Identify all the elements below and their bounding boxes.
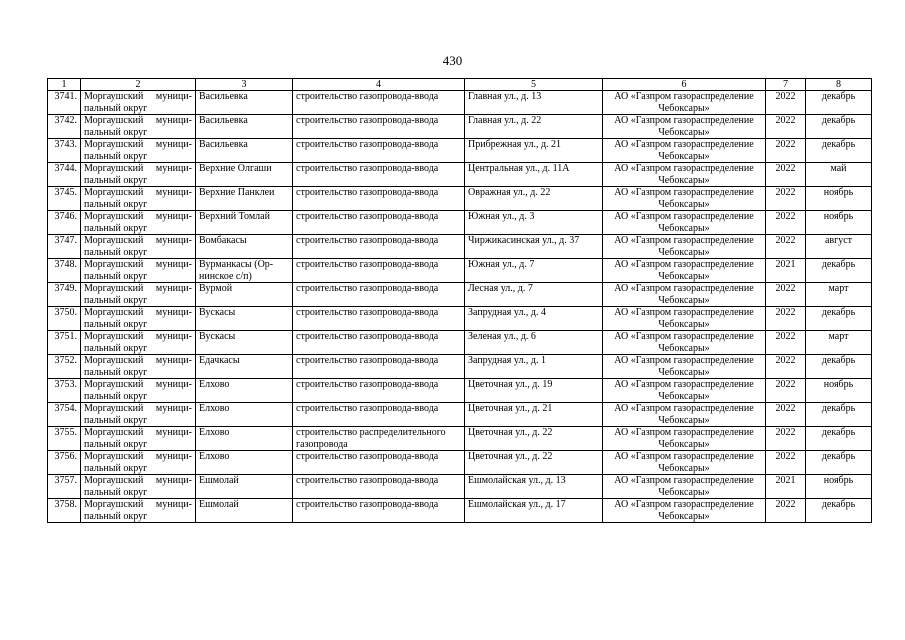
organization-cell: АО «Газпром газораспределение Чебоксары» bbox=[603, 235, 766, 259]
row-number: 3741. bbox=[48, 91, 81, 115]
year-cell: 2021 bbox=[766, 259, 806, 283]
column-number-row bbox=[48, 79, 872, 91]
year-cell: 2021 bbox=[766, 475, 806, 499]
row-number: 3743. bbox=[48, 139, 81, 163]
year-cell: 2022 bbox=[766, 379, 806, 403]
column-number: 2 bbox=[81, 79, 196, 91]
work-type-cell: строительство газопровода-ввода bbox=[293, 355, 465, 379]
year-cell: 2022 bbox=[766, 163, 806, 187]
month-cell: декабрь bbox=[806, 91, 872, 115]
table-row bbox=[48, 163, 872, 187]
settlement-cell: Елхово bbox=[196, 403, 293, 427]
row-number: 3744. bbox=[48, 163, 81, 187]
work-type-cell: строительство газопровода-ввода bbox=[293, 115, 465, 139]
district-cell: Моргаушский муници-пальный округ bbox=[81, 211, 196, 235]
row-number: 3742. bbox=[48, 115, 81, 139]
address-cell: Запрудная ул., д. 1 bbox=[465, 355, 603, 379]
settlement-cell: Елхово bbox=[196, 451, 293, 475]
year-cell: 2022 bbox=[766, 283, 806, 307]
settlement-cell: Елхово bbox=[196, 379, 293, 403]
row-number: 3747. bbox=[48, 235, 81, 259]
column-number: 5 bbox=[465, 79, 603, 91]
table-row bbox=[48, 331, 872, 355]
organization-cell: АО «Газпром газораспределение Чебоксары» bbox=[603, 115, 766, 139]
column-number: 1 bbox=[48, 79, 81, 91]
district-cell: Моргаушский муници-пальный округ bbox=[81, 379, 196, 403]
district-cell: Моргаушский муници-пальный округ bbox=[81, 451, 196, 475]
month-cell: декабрь bbox=[806, 427, 872, 451]
address-cell: Цветочная ул., д. 22 bbox=[465, 451, 603, 475]
address-cell: Чиржикасинская ул., д. 37 bbox=[465, 235, 603, 259]
row-number: 3749. bbox=[48, 283, 81, 307]
settlement-cell: Верхние Олгаши bbox=[196, 163, 293, 187]
organization-cell: АО «Газпром газораспределение Чебоксары» bbox=[603, 379, 766, 403]
address-cell: Главная ул., д. 13 bbox=[465, 91, 603, 115]
work-type-cell: строительство газопровода-ввода bbox=[293, 91, 465, 115]
month-cell: ноябрь bbox=[806, 379, 872, 403]
row-number: 3752. bbox=[48, 355, 81, 379]
column-number: 7 bbox=[766, 79, 806, 91]
work-type-cell: строительство газопровода-ввода bbox=[293, 139, 465, 163]
work-type-cell: строительство газопровода-ввода bbox=[293, 259, 465, 283]
address-cell: Южная ул., д. 3 bbox=[465, 211, 603, 235]
organization-cell: АО «Газпром газораспределение Чебоксары» bbox=[603, 307, 766, 331]
organization-cell: АО «Газпром газораспределение Чебоксары» bbox=[603, 259, 766, 283]
month-cell: декабрь bbox=[806, 115, 872, 139]
district-cell: Моргаушский муници-пальный округ bbox=[81, 499, 196, 523]
year-cell: 2022 bbox=[766, 307, 806, 331]
district-cell: Моргаушский муници-пальный округ bbox=[81, 307, 196, 331]
table-body bbox=[48, 79, 872, 523]
settlement-cell: Вускасы bbox=[196, 331, 293, 355]
settlement-cell: Едачкасы bbox=[196, 355, 293, 379]
row-number: 3753. bbox=[48, 379, 81, 403]
organization-cell: АО «Газпром газораспределение Чебоксары» bbox=[603, 451, 766, 475]
settlement-cell: Вускасы bbox=[196, 307, 293, 331]
district-cell: Моргаушский муници-пальный округ bbox=[81, 187, 196, 211]
work-type-cell: строительство распределительного газопровода bbox=[293, 427, 465, 451]
month-cell: декабрь bbox=[806, 499, 872, 523]
address-cell: Ешмолайская ул., д. 17 bbox=[465, 499, 603, 523]
year-cell: 2022 bbox=[766, 331, 806, 355]
district-cell: Моргаушский муници-пальный округ bbox=[81, 355, 196, 379]
address-cell: Цветочная ул., д. 19 bbox=[465, 379, 603, 403]
row-number: 3745. bbox=[48, 187, 81, 211]
district-cell: Моргаушский муници-пальный округ bbox=[81, 139, 196, 163]
address-cell: Прибрежная ул., д. 21 bbox=[465, 139, 603, 163]
organization-cell: АО «Газпром газораспределение Чебоксары» bbox=[603, 211, 766, 235]
address-cell: Главная ул., д. 22 bbox=[465, 115, 603, 139]
settlement-cell: Ешмолай bbox=[196, 499, 293, 523]
year-cell: 2022 bbox=[766, 355, 806, 379]
month-cell: декабрь bbox=[806, 259, 872, 283]
organization-cell: АО «Газпром газораспределение Чебоксары» bbox=[603, 331, 766, 355]
column-number: 4 bbox=[293, 79, 465, 91]
district-cell: Моргаушский муници-пальный округ bbox=[81, 427, 196, 451]
settlement-cell: Верхний Томлай bbox=[196, 211, 293, 235]
settlement-cell: Верхние Панклеи bbox=[196, 187, 293, 211]
work-type-cell: строительство газопровода-ввода bbox=[293, 451, 465, 475]
work-type-cell: строительство газопровода-ввода bbox=[293, 283, 465, 307]
organization-cell: АО «Газпром газораспределение Чебоксары» bbox=[603, 163, 766, 187]
organization-cell: АО «Газпром газораспределение Чебоксары» bbox=[603, 355, 766, 379]
table-row bbox=[48, 499, 872, 523]
row-number: 3746. bbox=[48, 211, 81, 235]
address-cell: Зеленая ул., д. 6 bbox=[465, 331, 603, 355]
month-cell: ноябрь bbox=[806, 211, 872, 235]
table-row bbox=[48, 115, 872, 139]
settlement-cell: Васильевка bbox=[196, 91, 293, 115]
table-row bbox=[48, 187, 872, 211]
year-cell: 2022 bbox=[766, 187, 806, 211]
month-cell: ноябрь bbox=[806, 475, 872, 499]
district-cell: Моргаушский муници-пальный округ bbox=[81, 403, 196, 427]
address-cell: Южная ул., д. 7 bbox=[465, 259, 603, 283]
work-type-cell: строительство газопровода-ввода bbox=[293, 379, 465, 403]
month-cell: август bbox=[806, 235, 872, 259]
organization-cell: АО «Газпром газораспределение Чебоксары» bbox=[603, 187, 766, 211]
address-cell: Запрудная ул., д. 4 bbox=[465, 307, 603, 331]
organization-cell: АО «Газпром газораспределение Чебоксары» bbox=[603, 499, 766, 523]
table-row bbox=[48, 235, 872, 259]
row-number: 3758. bbox=[48, 499, 81, 523]
year-cell: 2022 bbox=[766, 451, 806, 475]
year-cell: 2022 bbox=[766, 139, 806, 163]
organization-cell: АО «Газпром газораспределение Чебоксары» bbox=[603, 283, 766, 307]
work-type-cell: строительство газопровода-ввода bbox=[293, 475, 465, 499]
table-row bbox=[48, 211, 872, 235]
table-row bbox=[48, 259, 872, 283]
column-number: 6 bbox=[603, 79, 766, 91]
month-cell: март bbox=[806, 331, 872, 355]
work-type-cell: строительство газопровода-ввода bbox=[293, 403, 465, 427]
table-row bbox=[48, 283, 872, 307]
table-row bbox=[48, 379, 872, 403]
month-cell: декабрь bbox=[806, 139, 872, 163]
address-cell: Лесная ул., д. 7 bbox=[465, 283, 603, 307]
page-number: 430 bbox=[442, 53, 463, 68]
month-cell: ноябрь bbox=[806, 187, 872, 211]
organization-cell: АО «Газпром газораспределение Чебоксары» bbox=[603, 475, 766, 499]
month-cell: декабрь bbox=[806, 307, 872, 331]
district-cell: Моргаушский муници-пальный округ bbox=[81, 115, 196, 139]
row-number: 3748. bbox=[48, 259, 81, 283]
table-row bbox=[48, 139, 872, 163]
organization-cell: АО «Газпром газораспределение Чебоксары» bbox=[603, 427, 766, 451]
district-cell: Моргаушский муници-пальный округ bbox=[81, 163, 196, 187]
settlement-cell: Васильевка bbox=[196, 139, 293, 163]
work-type-cell: строительство газопровода-ввода bbox=[293, 235, 465, 259]
address-cell: Цветочная ул., д. 22 bbox=[465, 427, 603, 451]
district-cell: Моргаушский муници-пальный округ bbox=[81, 91, 196, 115]
work-type-cell: строительство газопровода-ввода bbox=[293, 187, 465, 211]
year-cell: 2022 bbox=[766, 235, 806, 259]
address-cell: Цветочная ул., д. 21 bbox=[465, 403, 603, 427]
district-cell: Моргаушский муници-пальный округ bbox=[81, 235, 196, 259]
table-row bbox=[48, 475, 872, 499]
table-row bbox=[48, 427, 872, 451]
year-cell: 2022 bbox=[766, 403, 806, 427]
table-row bbox=[48, 91, 872, 115]
work-type-cell: строительство газопровода-ввода bbox=[293, 331, 465, 355]
row-number: 3755. bbox=[48, 427, 81, 451]
month-cell: декабрь bbox=[806, 403, 872, 427]
district-cell: Моргаушский муници-пальный округ bbox=[81, 475, 196, 499]
year-cell: 2022 bbox=[766, 91, 806, 115]
settlement-cell: Вурманкасы (Ор-нинское с/п) bbox=[196, 259, 293, 283]
month-cell: декабрь bbox=[806, 451, 872, 475]
settlement-cell: Вомбакасы bbox=[196, 235, 293, 259]
table-row bbox=[48, 355, 872, 379]
month-cell: декабрь bbox=[806, 355, 872, 379]
address-cell: Ешмолайская ул., д. 13 bbox=[465, 475, 603, 499]
work-type-cell: строительство газопровода-ввода bbox=[293, 163, 465, 187]
settlement-cell: Вурмой bbox=[196, 283, 293, 307]
year-cell: 2022 bbox=[766, 211, 806, 235]
work-type-cell: строительство газопровода-ввода bbox=[293, 499, 465, 523]
district-cell: Моргаушский муници-пальный округ bbox=[81, 283, 196, 307]
table-row bbox=[48, 307, 872, 331]
row-number: 3750. bbox=[48, 307, 81, 331]
gas-pipeline-table bbox=[47, 78, 872, 523]
row-number: 3756. bbox=[48, 451, 81, 475]
year-cell: 2022 bbox=[766, 499, 806, 523]
month-cell: май bbox=[806, 163, 872, 187]
row-number: 3757. bbox=[48, 475, 81, 499]
table-row bbox=[48, 451, 872, 475]
district-cell: Моргаушский муници-пальный округ bbox=[81, 259, 196, 283]
year-cell: 2022 bbox=[766, 427, 806, 451]
work-type-cell: строительство газопровода-ввода bbox=[293, 307, 465, 331]
column-number: 8 bbox=[806, 79, 872, 91]
address-cell: Центральная ул., д. 11А bbox=[465, 163, 603, 187]
organization-cell: АО «Газпром газораспределение Чебоксары» bbox=[603, 139, 766, 163]
column-number: 3 bbox=[196, 79, 293, 91]
address-cell: Овражная ул., д. 22 bbox=[465, 187, 603, 211]
row-number: 3754. bbox=[48, 403, 81, 427]
month-cell: март bbox=[806, 283, 872, 307]
organization-cell: АО «Газпром газораспределение Чебоксары» bbox=[603, 91, 766, 115]
settlement-cell: Васильевка bbox=[196, 115, 293, 139]
row-number: 3751. bbox=[48, 331, 81, 355]
settlement-cell: Елхово bbox=[196, 427, 293, 451]
organization-cell: АО «Газпром газораспределение Чебоксары» bbox=[603, 403, 766, 427]
district-cell: Моргаушский муници-пальный округ bbox=[81, 331, 196, 355]
table-row bbox=[48, 403, 872, 427]
work-type-cell: строительство газопровода-ввода bbox=[293, 211, 465, 235]
year-cell: 2022 bbox=[766, 115, 806, 139]
settlement-cell: Ешмолай bbox=[196, 475, 293, 499]
